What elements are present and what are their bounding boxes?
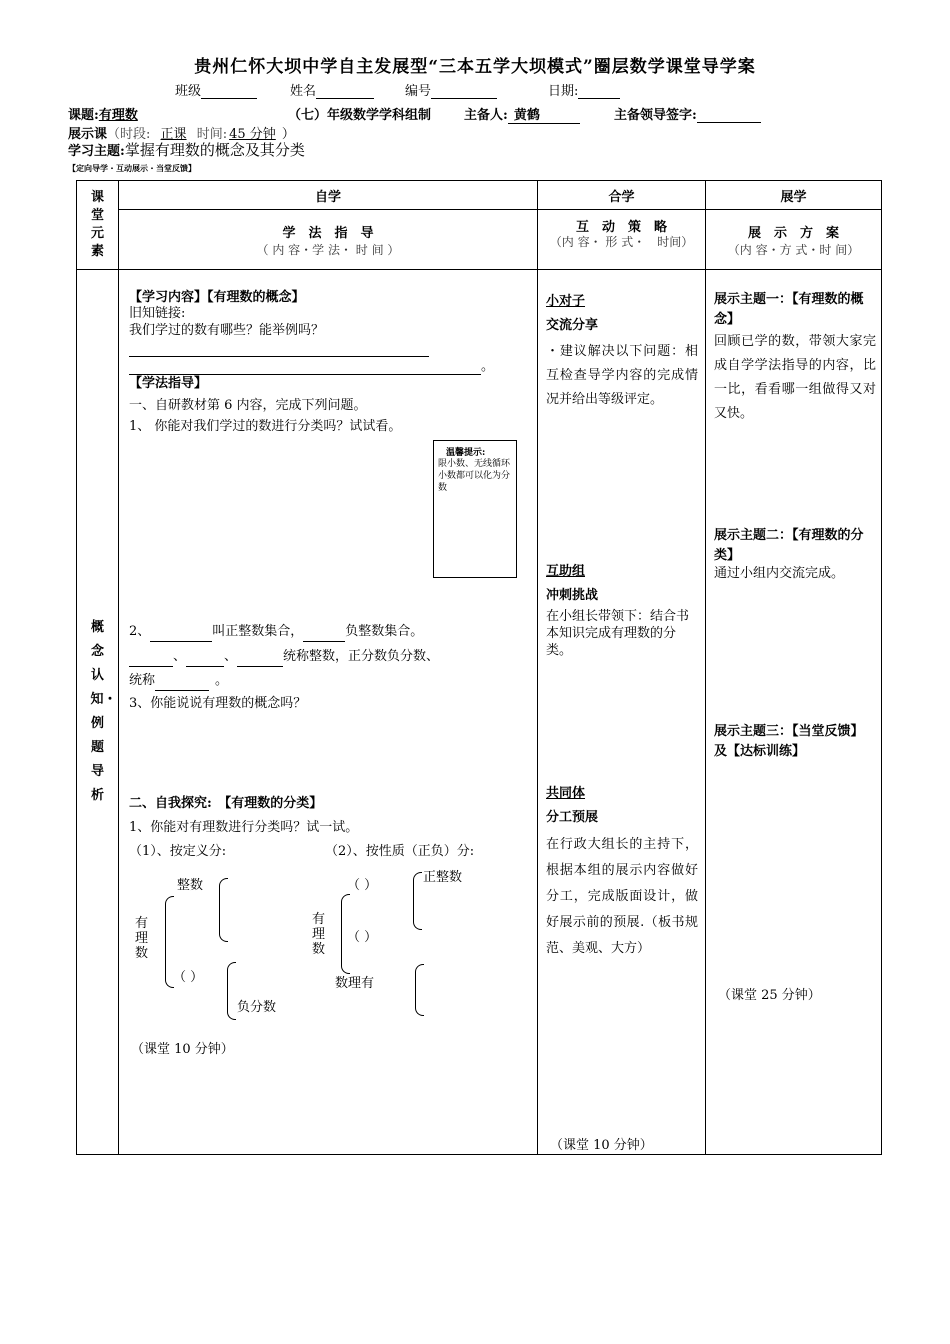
method-title: 【学法指导】 xyxy=(129,376,208,391)
question-2-line3 xyxy=(129,671,228,691)
leader-sign-label: 主备领导签字: xyxy=(614,108,697,123)
self-subheader xyxy=(119,210,538,270)
explore-title: 二、自我探究: 【有理数的分类】 xyxy=(129,796,323,811)
self-sub-title: 学 法 指 导 xyxy=(282,226,374,241)
class-field xyxy=(175,80,257,99)
show-class-label: 展示课 xyxy=(68,127,108,142)
integer-brace xyxy=(219,878,228,942)
q2-blank-2[interactable] xyxy=(303,627,345,642)
show-subheader xyxy=(706,210,882,270)
tip-title: 温馨提示: xyxy=(446,448,486,458)
q2-blank-1[interactable] xyxy=(150,627,212,642)
q2-blank-3[interactable] xyxy=(129,652,173,667)
common-sub: 分工预展 xyxy=(546,810,599,825)
theme1-body: 回顾已学的数，带领大家完成自学学法指导的内容，比一比，看看哪一组做得又对又快。 xyxy=(714,334,876,421)
positive-brace xyxy=(413,872,422,930)
tip-body: 限小数、无线循环小数都可以化为分数 xyxy=(438,459,511,493)
q2-text-c: 负整数集合。 xyxy=(345,624,424,639)
mode-tag: 【定向导学・互动展示・当堂反馈】 xyxy=(68,163,196,173)
theme-value: 掌握有理数的概念及其分类 xyxy=(124,141,305,159)
common-body: 在行政大组长的主持下，根据本组的展示内容做好分工，完成版面设计，做好展示前的预展.（板书规范、美观、大方） xyxy=(546,837,698,956)
preparer-line xyxy=(464,104,580,124)
time-label: 时间: xyxy=(196,127,228,142)
coop-subheader xyxy=(538,210,706,270)
question-2-line1 xyxy=(129,622,423,642)
theme2-title: 展示主题二：【有理数的分类】 xyxy=(714,528,864,563)
preparer-label: 主备人: xyxy=(464,108,508,123)
row-element-cell xyxy=(77,270,119,1155)
self-time-note: （课堂 10 分钟） xyxy=(131,1042,234,1057)
page-title: 贵州仁怀大坝中学自主发展型“三本五学大坝模式”圈层数学课堂导学案 xyxy=(194,57,756,77)
neg-fraction-label: 负分数 xyxy=(237,1000,277,1015)
common-title: 共同体 xyxy=(546,786,586,801)
theme2-body: 通过小组内交流完成。 xyxy=(714,566,845,581)
q2-text-g: 统称 xyxy=(129,673,156,688)
answer-period: 。 xyxy=(481,359,495,374)
self-study-cell xyxy=(119,270,538,1155)
question-4: 1、你能对有理数进行分类吗？试一试。 xyxy=(129,820,359,835)
col-element-label: 课堂元素 xyxy=(90,190,104,259)
q2-sep-2: 、 xyxy=(224,649,238,664)
coop-cell xyxy=(538,270,706,1155)
pair-sub: 交流分享 xyxy=(546,318,599,333)
question-3: 3、你能说说有理数的概念吗？ xyxy=(129,696,307,711)
by-definition-label: （1）、按定义分: xyxy=(129,844,227,859)
paren-blank-3[interactable]: （ ） xyxy=(347,930,378,945)
main-brace-2 xyxy=(341,894,350,974)
q2-text-b: 叫正整数集合， xyxy=(212,624,304,639)
theme1-title: 展示主题一：【有理数的概念】 xyxy=(714,292,864,327)
name-field xyxy=(290,80,374,99)
paren-blank-2[interactable]: （ ） xyxy=(347,878,378,893)
topic-value: 有理数 xyxy=(98,108,138,123)
help-sub: 冲刺挑战 xyxy=(546,588,599,603)
help-body: 在小组长带领下：结合书本知识完成有理数的分类。 xyxy=(546,609,690,658)
number-blank[interactable] xyxy=(431,84,497,99)
col-self-header: 自学 xyxy=(119,181,538,210)
help-title: 互助组 xyxy=(546,564,586,579)
q2-text-f: 统称整数，正分数负分数、 xyxy=(283,649,440,664)
close-paren: ） xyxy=(281,127,295,142)
question-2-line2 xyxy=(129,647,439,667)
old-link: 旧知链接: xyxy=(129,306,186,321)
q2-blank-6[interactable] xyxy=(155,676,209,691)
col-show-header: 展学 xyxy=(706,181,882,210)
date-blank[interactable] xyxy=(578,84,620,99)
theme-line xyxy=(68,139,305,160)
name-label: 姓名 xyxy=(290,84,317,99)
topic-label: 课题: xyxy=(68,108,99,123)
time-period-label: （时段: xyxy=(107,127,151,142)
content-title: 【学习内容】【有理数的概念】 xyxy=(129,290,305,305)
pair-title: 小对子 xyxy=(546,294,586,309)
lesson-table xyxy=(76,180,882,1155)
show-time-note: （课堂 25 分钟） xyxy=(718,988,821,1003)
question-1: 1、 你能对我们学过的数进行分类吗？试试看。 xyxy=(129,419,402,434)
zero-overlap-label: 数理有 xyxy=(335,976,375,991)
class-blank[interactable] xyxy=(201,84,257,99)
name-blank[interactable] xyxy=(316,84,374,99)
tip-box xyxy=(433,440,517,578)
rational-label: 有理数 xyxy=(135,916,149,961)
rational-label-2: 有理数 xyxy=(312,912,326,957)
q2-sep-1: 、 xyxy=(173,649,187,664)
by-sign-label: （2）、按性质（正负）分: xyxy=(325,844,475,859)
q2-blank-5[interactable] xyxy=(237,652,283,667)
col-element-header xyxy=(77,181,119,270)
self-sub-desc: （ 内 容・学 法・ 时 间 ） xyxy=(256,243,400,257)
answer-line-1[interactable] xyxy=(129,356,429,357)
coop-sub-desc: （内 容・ 形 式・ 时间） xyxy=(549,235,694,249)
q2-blank-4[interactable] xyxy=(186,652,224,667)
q2-num: 2、 xyxy=(129,624,151,639)
paren-blank-1[interactable]: （ ） xyxy=(173,970,204,985)
topic-line xyxy=(68,104,138,123)
pos-integer-label: 正整数 xyxy=(423,870,463,885)
coop-sub-title: 互 动 策 略 xyxy=(575,220,667,235)
negative-brace xyxy=(415,964,424,1016)
theme3-title: 展示主题三：【当堂反馈】及【达标训练】 xyxy=(714,724,864,759)
q2-text-h: 。 xyxy=(215,673,229,688)
step-1: 一、自研教材第 6 内容，完成下列问题。 xyxy=(129,398,367,413)
date-field xyxy=(548,80,620,99)
pair-body: ・建议解决以下问题：相互检查导学内容的完成情况并给出等级评定。 xyxy=(546,344,698,407)
leader-sign-line xyxy=(614,104,761,123)
grade-group: （七）年级数学学科组制 xyxy=(288,108,432,123)
theme-label: 学习主题: xyxy=(68,144,125,159)
show-cell xyxy=(706,270,882,1155)
number-label: 编号 xyxy=(405,84,432,99)
fraction-brace xyxy=(227,962,236,1020)
question-0: 我们学过的数有哪些？能举例吗？ xyxy=(129,323,325,338)
coop-time-note: （课堂 10 分钟） xyxy=(550,1138,653,1153)
date-label: 日期: xyxy=(548,84,579,99)
preparer-value: 黄鹤 xyxy=(508,104,580,124)
col-coop-header: 合学 xyxy=(538,181,706,210)
row-element-label: 概念认知・例题导析 xyxy=(90,620,117,803)
time-value: 45 分钟 xyxy=(229,127,276,142)
show-sub-desc: （内 容・方 式・时 间） xyxy=(727,243,860,257)
show-sub-title: 展 示 方 案 xyxy=(747,226,839,241)
time-period-value: 正课 xyxy=(160,127,187,142)
leader-sign-blank[interactable] xyxy=(697,108,761,123)
number-field xyxy=(405,80,497,99)
class-label: 班级 xyxy=(175,84,202,99)
integer-label: 整数 xyxy=(177,878,204,893)
